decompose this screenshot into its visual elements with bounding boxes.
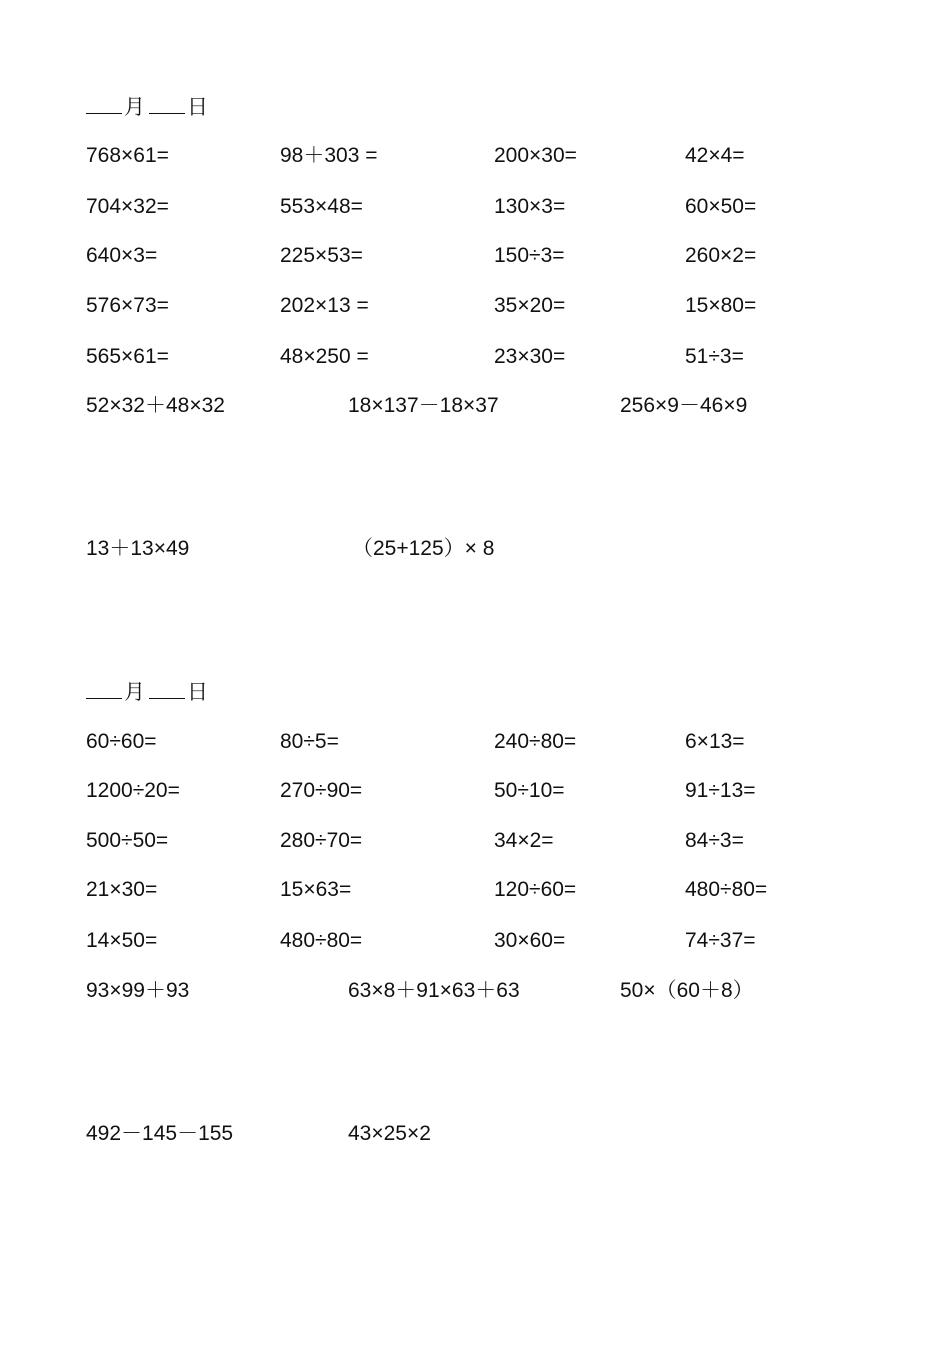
problem: 202×13 = xyxy=(280,294,369,317)
problem: 98＋303 = xyxy=(280,144,378,167)
problem: 21×30= xyxy=(86,878,158,901)
problem: 768×61= xyxy=(86,144,169,167)
month-label: 月 xyxy=(124,95,145,119)
problem: 130×3= xyxy=(494,195,566,218)
problem: 51÷3= xyxy=(685,345,744,368)
problem: 704×32= xyxy=(86,195,169,218)
expression: 52×32＋48×32 xyxy=(86,394,225,417)
problem: 280÷70= xyxy=(280,829,363,852)
problem: 6×13= xyxy=(685,730,745,753)
problem: 23×30= xyxy=(494,345,566,368)
problem: 576×73= xyxy=(86,294,169,317)
problem: 225×53= xyxy=(280,244,363,267)
problem: 500÷50= xyxy=(86,829,169,852)
problem: 60÷60= xyxy=(86,730,157,753)
problem: 15×63= xyxy=(280,878,352,901)
expression: 18×137－18×37 xyxy=(348,394,499,417)
day-blank[interactable] xyxy=(149,95,185,114)
problem: 553×48= xyxy=(280,195,363,218)
problem: 480÷80= xyxy=(685,878,768,901)
expression: 63×8＋91×63＋63 xyxy=(348,979,520,1002)
date-line xyxy=(86,94,212,121)
problem: 14×50= xyxy=(86,929,158,952)
problem: 50÷10= xyxy=(494,779,565,802)
day-blank[interactable] xyxy=(149,680,185,699)
expression: （25+125）× 8 xyxy=(352,537,495,560)
problem: 42×4= xyxy=(685,144,745,167)
day-label: 日 xyxy=(187,680,208,704)
problem: 240÷80= xyxy=(494,730,577,753)
expression: 43×25×2 xyxy=(348,1122,431,1145)
problem: 270÷90= xyxy=(280,779,363,802)
day-label: 日 xyxy=(187,95,208,119)
problem: 565×61= xyxy=(86,345,169,368)
problem: 48×250 = xyxy=(280,345,369,368)
expression: 256×9－46×9 xyxy=(620,394,748,417)
expression: 492－145－155 xyxy=(86,1122,234,1145)
month-label: 月 xyxy=(124,680,145,704)
problem: 91÷13= xyxy=(685,779,756,802)
month-blank[interactable] xyxy=(86,680,122,699)
expression: 50×（60＋8） xyxy=(620,979,754,1002)
date-line xyxy=(86,679,212,706)
problem: 34×2= xyxy=(494,829,554,852)
problem: 74÷37= xyxy=(685,929,756,952)
problem: 200×30= xyxy=(494,144,577,167)
problem: 15×80= xyxy=(685,294,757,317)
problem: 260×2= xyxy=(685,244,757,267)
problem: 84÷3= xyxy=(685,829,744,852)
problem: 1200÷20= xyxy=(86,779,180,802)
problem: 480÷80= xyxy=(280,929,363,952)
problem: 80÷5= xyxy=(280,730,339,753)
problem: 30×60= xyxy=(494,929,566,952)
problem: 150÷3= xyxy=(494,244,565,267)
problem: 60×50= xyxy=(685,195,757,218)
problem: 640×3= xyxy=(86,244,158,267)
month-blank[interactable] xyxy=(86,95,122,114)
problem: 35×20= xyxy=(494,294,566,317)
problem: 120÷60= xyxy=(494,878,577,901)
expression: 93×99＋93 xyxy=(86,979,190,1002)
expression: 13＋13×49 xyxy=(86,537,190,560)
